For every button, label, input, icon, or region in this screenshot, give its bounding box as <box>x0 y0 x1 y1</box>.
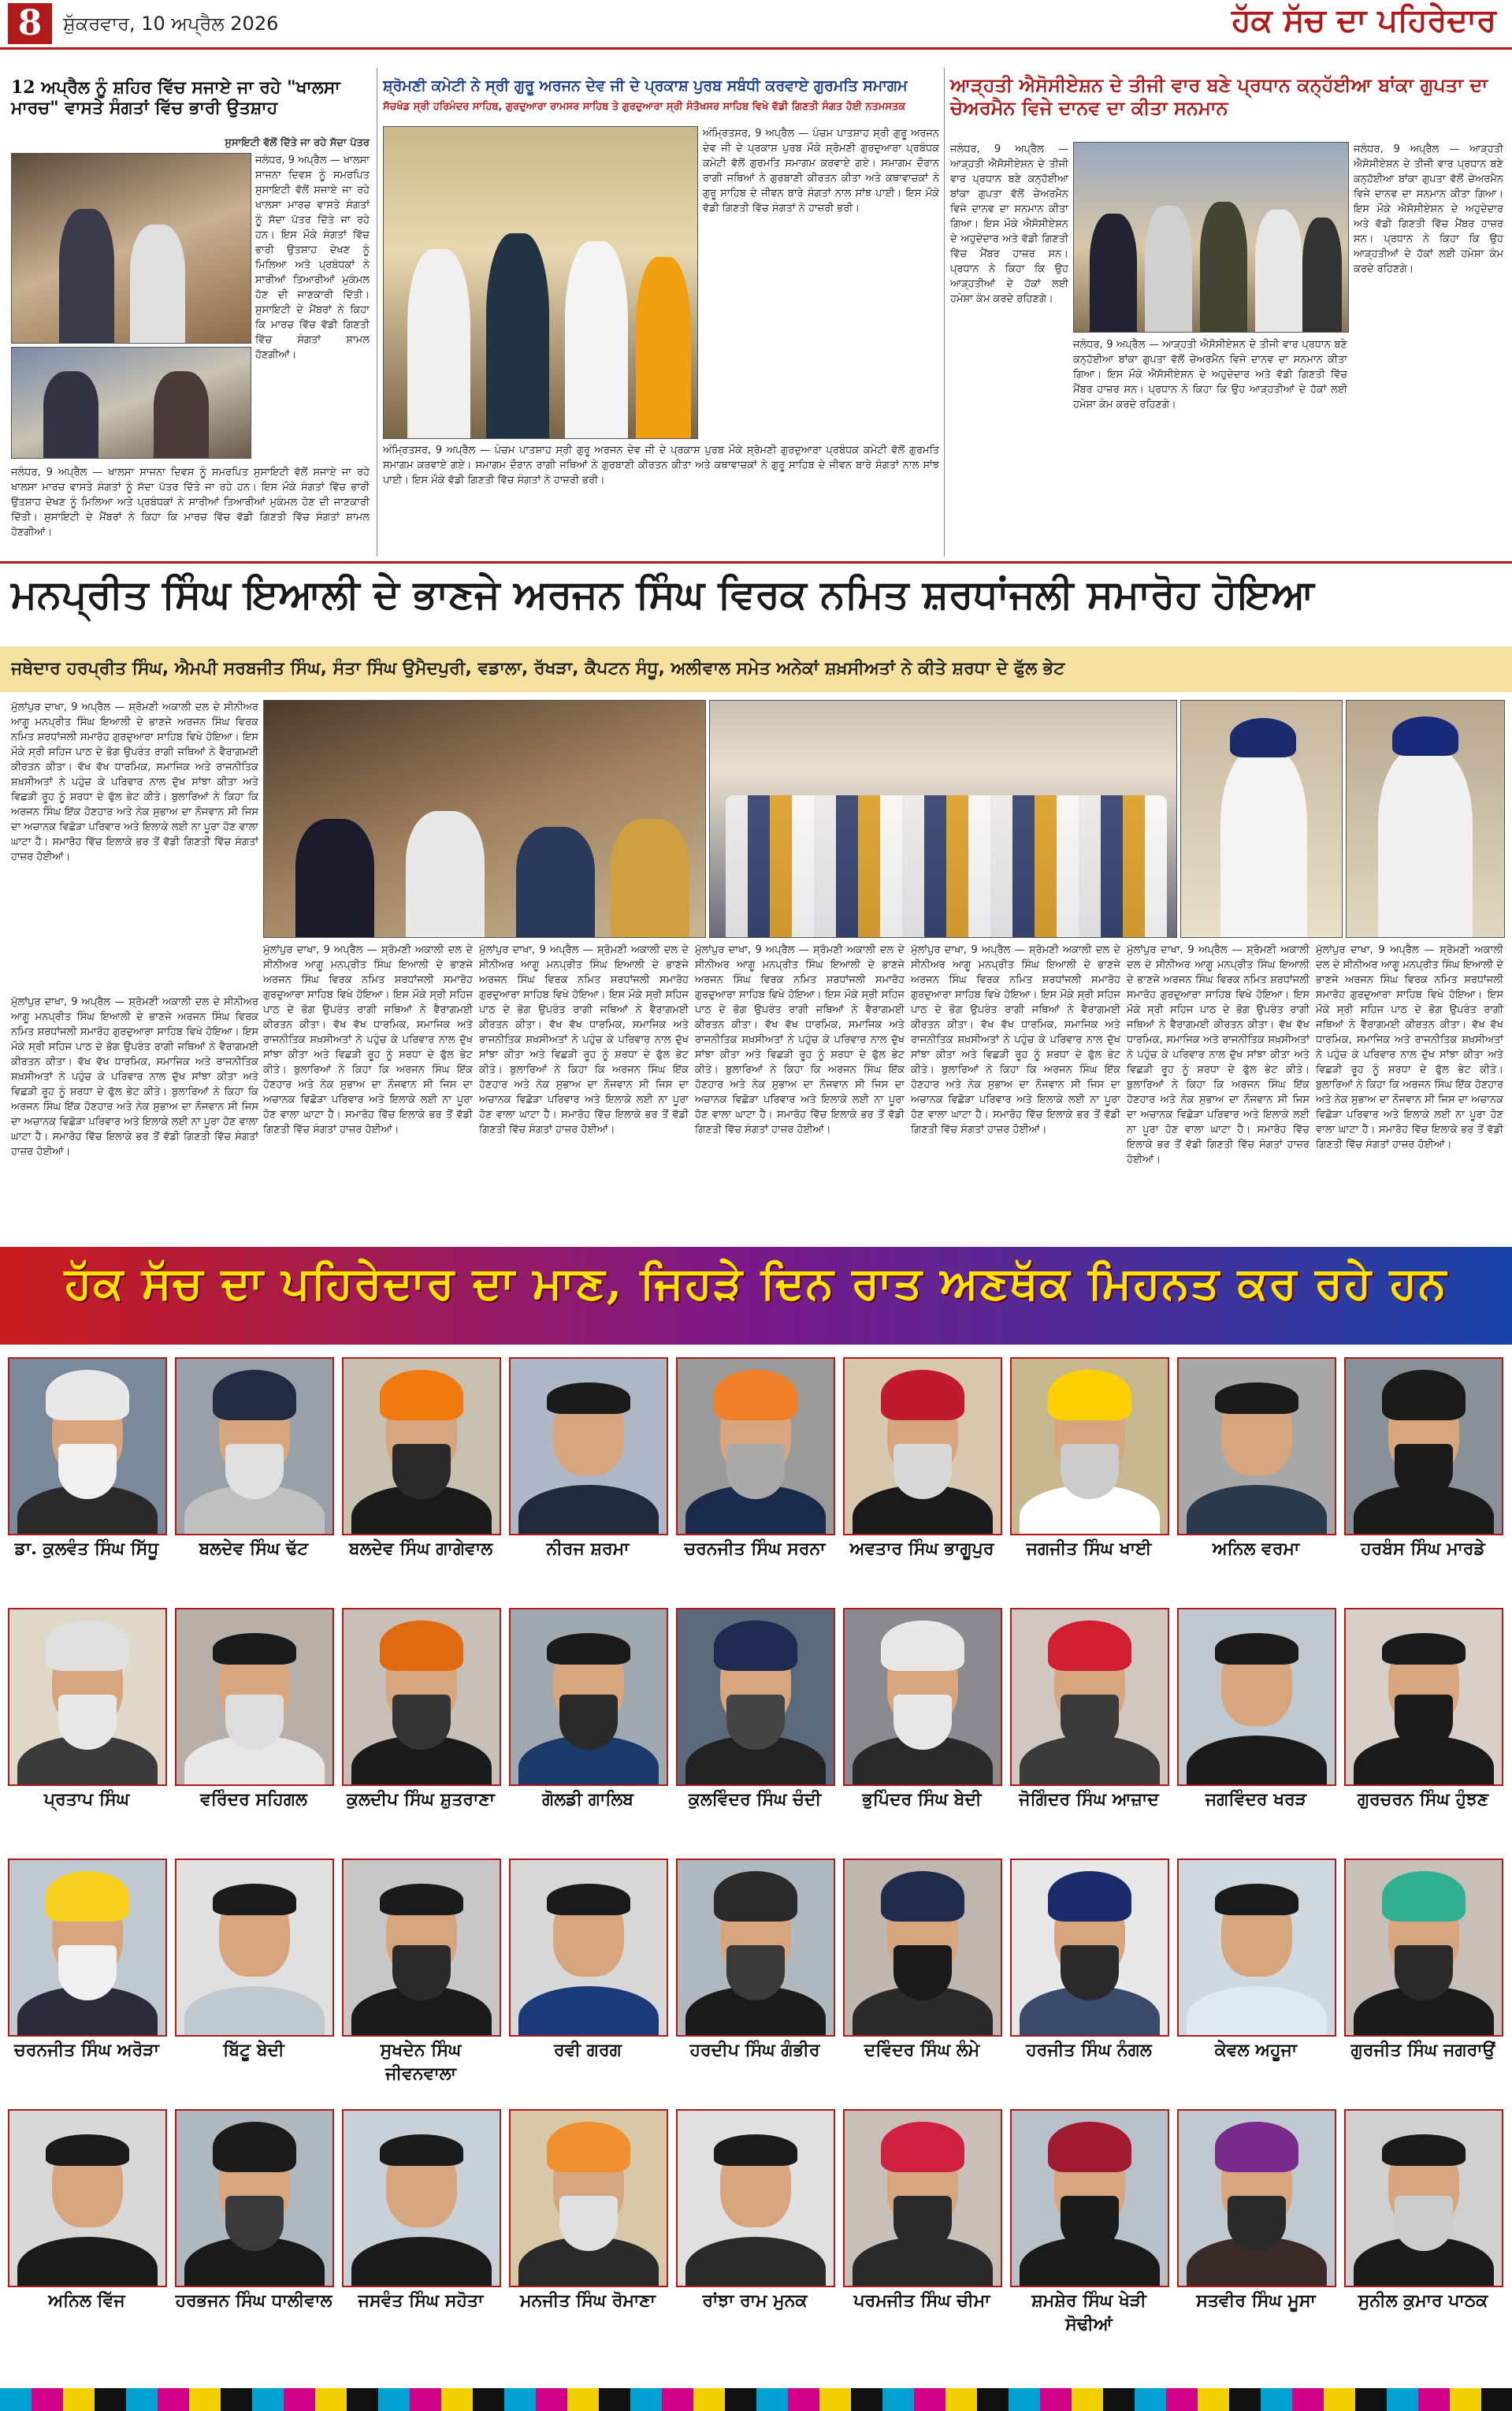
profile-card <box>1344 1858 1502 2103</box>
profile-photo <box>843 1357 1002 1535</box>
profile-photo <box>8 2109 167 2287</box>
profile-card <box>1344 1608 1502 1852</box>
profile-card <box>1177 1357 1335 1602</box>
profile-card <box>843 2109 1001 2353</box>
profile-name: ਭੁਪਿੰਦਰ ਸਿੰਘ ਬੇਦੀ <box>862 1789 982 1810</box>
profile-photo <box>1010 1357 1169 1535</box>
profile-photo <box>342 1357 501 1535</box>
article1-body-col: ਜਲੰਧਰ, 9 ਅਪ੍ਰੈਲ — ਖਾਲਸਾ ਸਾਜਨਾ ਦਿਵਸ ਨੂੰ ਸਮਰਪਿਤ ਸੁਸਾਇਟੀ ਵੱਲੋਂ ਸਜਾਏ ਜਾ ਰਹੇ ਖਾਲਸਾ ਮਾਰਚ ਵਾਸਤੇ ਸੰਗਤਾਂ ਨੂੰ ਸੱਦਾ ਪੱਤਰ ਦਿੱਤੇ ਜਾ ਰਹੇ ਹਨ। ਇਸ ਮੌਕੇ ਸੰਗਤਾਂ ਵਿੱਚ ਭਾਰੀ ਉਤਸ਼ਾਹ ਦੇਖਣ ਨੂੰ ਮਿਲਿਆ ਅਤੇ ਪ੍ਰਬੰਧਕਾਂ ਨੇ ਸਾਰੀਆਂ ਤਿਆਰੀਆਂ ਮੁਕੰਮਲ ਹੋਣ ਦੀ ਜਾਣਕਾਰੀ ਦਿੱਤੀ। ਸੁਸਾਇਟੀ ਦੇ ਮੈਂਬਰਾਂ ਨੇ ਕਿਹਾ ਕਿ ਮਾਰਚ ਵਿੱਚ ਵੱਡੀ ਗਿਣਤੀ ਵਿੱਚ ਸੰਗਤਾਂ ਸ਼ਾਮਲ ਹੋਣਗੀਆਂ। <box>255 154 370 361</box>
profile-card <box>676 1357 834 1602</box>
profile-photo <box>342 2109 501 2287</box>
profile-name: ਕੁਲਵਿੰਦਰ ਸਿੰਘ ਚੰਦੀ <box>688 1789 822 1810</box>
profile-name: ਗੁਰਜੀਤ ਸਿੰਘ ਜਗਰਾਉਂ <box>1350 2040 1495 2060</box>
article4-body-col5: ਮੁੱਲਾਂਪੁਰ ਦਾਖਾ, 9 ਅਪ੍ਰੈਲ — ਸ਼੍ਰੋਮਣੀ ਅਕਾਲੀ ਦਲ ਦੇ ਸੀਨੀਅਰ ਆਗੂ ਮਨਪ੍ਰੀਤ ਸਿੰਘ ਇਆਲੀ ਦੇ ਭਾਣਜੇ ਅਰਜਨ ਸਿੰਘ ਵਿਰਕ ਨਮਿਤ ਸ਼ਰਧਾਂਜਲੀ ਸਮਾਰੋਹ ਗੁਰਦੁਆਰਾ ਸਾਹਿਬ ਵਿਖੇ ਹੋਇਆ। ਇਸ ਮੌਕੇ ਸ੍ਰੀ ਸਹਿਜ ਪਾਠ ਦੇ ਭੋਗ ਉਪਰੰਤ ਰਾਗੀ ਜਥਿਆਂ ਨੇ ਵੈਰਾਗਮਈ ਕੀਰਤਨ ਕੀਤਾ। ਵੱਖ ਵੱਖ ਧਾਰਮਿਕ, ਸਮਾਜਿਕ ਅਤੇ ਰਾਜਨੀਤਿਕ ਸ਼ਖ਼ਸੀਅਤਾਂ ਨੇ ਪਹੁੰਚ ਕੇ ਪਰਿਵਾਰ ਨਾਲ ਦੁੱਖ ਸਾਂਝਾ ਕੀਤਾ ਅਤੇ ਵਿਛੜੀ ਰੂਹ ਨੂੰ ਸ਼ਰਧਾ ਦੇ ਫੁੱਲ ਭੇਟ ਕੀਤੇ। ਬੁਲਾਰਿਆਂ ਨੇ ਕਿਹਾ ਕਿ ਅਰਜਨ ਸਿੰਘ ਇੱਕ ਹੋਣਹਾਰ ਅਤੇ ਨੇਕ ਸੁਭਾਅ ਦਾ ਨੌਜਵਾਨ ਸੀ ਜਿਸ ਦਾ ਅਚਾਨਕ ਵਿਛੋੜਾ ਪਰਿਵਾਰ ਅਤੇ ਇਲਾਕੇ ਲਈ ਨਾ ਪੂਰਾ ਹੋਣ ਵਾਲਾ ਘਾਟਾ ਹੈ। ਸਮਾਰੋਹ ਵਿੱਚ ਇਲਾਕੇ ਭਰ ਤੋਂ ਵੱਡੀ ਗਿਣਤੀ ਵਿੱਚ ਸੰਗਤਾਂ ਹਾਜ਼ਰ ਹੋਈਆਂ। <box>911 944 1120 1136</box>
profile-photo <box>175 2109 334 2287</box>
profile-card <box>342 1608 500 1852</box>
article2-subhead: ਸੱਚਖੰਡ ਸ੍ਰੀ ਹਰਿਮੰਦਰ ਸਾਹਿਬ, ਗੁਰਦੁਆਰਾ ਰਾਮਸਰ ਸਾਹਿਬ ਤੇ ਗੁਰਦੁਆਰਾ ਸ੍ਰੀ ਸੰਤੋਖਸਰ ਸਾਹਿਬ ਵਿਖੇ ਵੱਡੀ ਗਿਣਤੀ ਸੰਗਤ ਹੋਈ ਨਤਮਸਤਕ <box>383 101 906 113</box>
profile-name: ਹਰਦੀਪ ਸਿੰਘ ਗੰਭੀਰ <box>689 2040 820 2060</box>
article2-photo <box>383 126 698 439</box>
profile-card <box>1010 1357 1168 1602</box>
profile-name: ਜਗਵਿੰਦਰ ਖਰੜ <box>1205 1789 1307 1810</box>
profile-photo <box>676 1357 835 1535</box>
profile-photo <box>509 1357 668 1535</box>
profile-card <box>1177 1858 1335 2103</box>
article1-headline: 12 ਅਪ੍ਰੈਲ ਨੂੰ ਸ਼ਹਿਰ ਵਿੱਚ ਸਜਾਏ ਜਾ ਰਹੇ "ਖਾਲਸਾ ਮਾਰਚ" ਵਾਸਤੇ ਸੰਗਤਾਂ ਵਿੱਚ ਭਾਰੀ ਉਤਸ਼ਾਹ <box>11 77 340 119</box>
profile-photo <box>1177 2109 1336 2287</box>
article1-subhead: ਸੁਸਾਇਟੀ ਵੱਲੋਂ ਦਿੱਤੇ ਜਾ ਰਹੇ ਸੱਦਾ ਪੱਤਰ <box>225 137 370 149</box>
profile-photo <box>676 2109 835 2287</box>
profile-name: ਸੁਖਦੇਨ ਸਿੰਘ ਜੀਵਨਵਾਲਾ <box>380 2040 462 2084</box>
article1-body-bottom: ਜਲੰਧਰ, 9 ਅਪ੍ਰੈਲ — ਖਾਲਸਾ ਸਾਜਨਾ ਦਿਵਸ ਨੂੰ ਸਮਰਪਿਤ ਸੁਸਾਇਟੀ ਵੱਲੋਂ ਸਜਾਏ ਜਾ ਰਹੇ ਖਾਲਸਾ ਮਾਰਚ ਵਾਸਤੇ ਸੰਗਤਾਂ ਨੂੰ ਸੱਦਾ ਪੱਤਰ ਦਿੱਤੇ ਜਾ ਰਹੇ ਹਨ। ਇਸ ਮੌਕੇ ਸੰਗਤਾਂ ਵਿੱਚ ਭਾਰੀ ਉਤਸ਼ਾਹ ਦੇਖਣ ਨੂੰ ਮਿਲਿਆ ਅਤੇ ਪ੍ਰਬੰਧਕਾਂ ਨੇ ਸਾਰੀਆਂ ਤਿਆਰੀਆਂ ਮੁਕੰਮਲ ਹੋਣ ਦੀ ਜਾਣਕਾਰੀ ਦਿੱਤੀ। ਸੁਸਾਇਟੀ ਦੇ ਮੈਂਬਰਾਂ ਨੇ ਕਿਹਾ ਕਿ ਮਾਰਚ ਵਿੱਚ ਵੱਡੀ ਗਿਣਤੀ ਵਿੱਚ ਸੰਗਤਾਂ ਸ਼ਾਮਲ ਹੋਣਗੀਆਂ। <box>11 467 370 538</box>
profile-photo <box>1177 1608 1336 1786</box>
column-divider <box>944 68 945 556</box>
profile-photo <box>676 1608 835 1786</box>
profile-name: ਜੋਗਿੰਦਰ ਸਿੰਘ ਆਜ਼ਾਦ <box>1019 1789 1159 1810</box>
profile-card <box>342 2109 500 2353</box>
profile-name: ਹਰਜੀਤ ਸਿੰਘ ਨੰਗਲ <box>1026 2040 1152 2060</box>
article1-photo-1 <box>11 153 251 344</box>
profile-name: ਰਾਂਝਾ ਰਾਮ ਮੁਨਕ <box>702 2290 808 2311</box>
newspaper-masthead: ਹੱਕ ਸੱਚ ਦਾ ਪਹਿਰੇਦਾਰ <box>1232 2 1496 39</box>
article4-body-col4: ਮੁੱਲਾਂਪੁਰ ਦਾਖਾ, 9 ਅਪ੍ਰੈਲ — ਸ਼੍ਰੋਮਣੀ ਅਕਾਲੀ ਦਲ ਦੇ ਸੀਨੀਅਰ ਆਗੂ ਮਨਪ੍ਰੀਤ ਸਿੰਘ ਇਆਲੀ ਦੇ ਭਾਣਜੇ ਅਰਜਨ ਸਿੰਘ ਵਿਰਕ ਨਮਿਤ ਸ਼ਰਧਾਂਜਲੀ ਸਮਾਰੋਹ ਗੁਰਦੁਆਰਾ ਸਾਹਿਬ ਵਿਖੇ ਹੋਇਆ। ਇਸ ਮੌਕੇ ਸ੍ਰੀ ਸਹਿਜ ਪਾਠ ਦੇ ਭੋਗ ਉਪਰੰਤ ਰਾਗੀ ਜਥਿਆਂ ਨੇ ਵੈਰਾਗਮਈ ਕੀਰਤਨ ਕੀਤਾ। ਵੱਖ ਵੱਖ ਧਾਰਮਿਕ, ਸਮਾਜਿਕ ਅਤੇ ਰਾਜਨੀਤਿਕ ਸ਼ਖ਼ਸੀਅਤਾਂ ਨੇ ਪਹੁੰਚ ਕੇ ਪਰਿਵਾਰ ਨਾਲ ਦੁੱਖ ਸਾਂਝਾ ਕੀਤਾ ਅਤੇ ਵਿਛੜੀ ਰੂਹ ਨੂੰ ਸ਼ਰਧਾ ਦੇ ਫੁੱਲ ਭੇਟ ਕੀਤੇ। ਬੁਲਾਰਿਆਂ ਨੇ ਕਿਹਾ ਕਿ ਅਰਜਨ ਸਿੰਘ ਇੱਕ ਹੋਣਹਾਰ ਅਤੇ ਨੇਕ ਸੁਭਾਅ ਦਾ ਨੌਜਵਾਨ ਸੀ ਜਿਸ ਦਾ ਅਚਾਨਕ ਵਿਛੋੜਾ ਪਰਿਵਾਰ ਅਤੇ ਇਲਾਕੇ ਲਈ ਨਾ ਪੂਰਾ ਹੋਣ ਵਾਲਾ ਘਾਟਾ ਹੈ। ਸਮਾਰੋਹ ਵਿੱਚ ਇਲਾਕੇ ਭਰ ਤੋਂ ਵੱਡੀ ਗਿਣਤੀ ਵਿੱਚ ਸੰਗਤਾਂ ਹਾਜ਼ਰ ਹੋਈਆਂ। <box>695 944 905 1136</box>
profile-photo <box>509 1608 668 1786</box>
profile-name: ਜਸਵੰਤ ਸਿੰਘ ਸਹੋਤਾ <box>358 2290 484 2311</box>
article3-body-left: ਜਲੰਧਰ, 9 ਅਪ੍ਰੈਲ — ਆੜ੍ਹਤੀ ਐਸੋਸੀਏਸ਼ਨ ਦੇ ਤੀਜੀ ਵਾਰ ਪ੍ਰਧਾਨ ਬਣੇ ਕਨ੍ਹੱਈਆ ਬਾਂਕਾ ਗੁਪਤਾ ਵੱਲੋਂ ਚੇਅਰਮੈਨ ਵਿਜੇ ਦਾਨਵ ਦਾ ਸਨਮਾਨ ਕੀਤਾ ਗਿਆ। ਇਸ ਮੌਕੇ ਐਸੋਸੀਏਸ਼ਨ ਦੇ ਅਹੁਦੇਦਾਰ ਅਤੇ ਵੱਡੀ ਗਿਣਤੀ ਵਿੱਚ ਮੈਂਬਰ ਹਾਜ਼ਰ ਸਨ। ਪ੍ਰਧਾਨ ਨੇ ਕਿਹਾ ਕਿ ਉਹ ਆੜ੍ਹਤੀਆਂ ਦੇ ਹੱਕਾਂ ਲਈ ਹਮੇਸ਼ਾ ਕੰਮ ਕਰਦੇ ਰਹਿਣਗੇ। <box>950 143 1068 305</box>
profile-photo <box>1344 1858 1503 2037</box>
article4-subhead: ਜਥੇਦਾਰ ਹਰਪ੍ਰੀਤ ਸਿੰਘ, ਐਮਪੀ ਸਰਬਜੀਤ ਸਿੰਘ, ਸੰਤਾ ਸਿੰਘ ਉਮੈਦਪੁਰੀ, ਵਡਾਲਾ, ਰੱਖੜਾ, ਕੈਪਟਨ ਸੰਧੂ, ਅਲੀਵਾਲ ਸਮੇਤ ਅਨੇਕਾਂ ਸ਼ਖ਼ਸੀਅਤਾਂ ਨੇ ਕੀਤੇ ਸ਼ਰਧਾ ਦੇ ਫੁੱਲ ਭੇਟ <box>11 659 1065 679</box>
profile-card <box>843 1608 1001 1852</box>
profile-card <box>175 1608 332 1852</box>
profile-name: ਜਗਜੀਤ ਸਿੰਘ ਖਾਈ <box>1026 1539 1152 1559</box>
profile-photo <box>175 1858 334 2037</box>
profile-photo <box>342 1858 501 2037</box>
profile-photo <box>342 1608 501 1786</box>
profile-photo <box>676 1858 835 2037</box>
profile-photo <box>1177 1858 1336 2037</box>
profile-photo <box>1177 1357 1336 1535</box>
profile-card <box>175 1357 332 1602</box>
profile-name: ਪ੍ਰਤਾਪ ਸਿੰਘ <box>43 1789 130 1810</box>
profile-card <box>8 1858 165 2103</box>
article4-body-col7: ਮੁੱਲਾਂਪੁਰ ਦਾਖਾ, 9 ਅਪ੍ਰੈਲ — ਸ਼੍ਰੋਮਣੀ ਅਕਾਲੀ ਦਲ ਦੇ ਸੀਨੀਅਰ ਆਗੂ ਮਨਪ੍ਰੀਤ ਸਿੰਘ ਇਆਲੀ ਦੇ ਭਾਣਜੇ ਅਰਜਨ ਸਿੰਘ ਵਿਰਕ ਨਮਿਤ ਸ਼ਰਧਾਂਜਲੀ ਸਮਾਰੋਹ ਗੁਰਦੁਆਰਾ ਸਾਹਿਬ ਵਿਖੇ ਹੋਇਆ। ਇਸ ਮੌਕੇ ਸ੍ਰੀ ਸਹਿਜ ਪਾਠ ਦੇ ਭੋਗ ਉਪਰੰਤ ਰਾਗੀ ਜਥਿਆਂ ਨੇ ਵੈਰਾਗਮਈ ਕੀਰਤਨ ਕੀਤਾ। ਵੱਖ ਵੱਖ ਧਾਰਮਿਕ, ਸਮਾਜਿਕ ਅਤੇ ਰਾਜਨੀਤਿਕ ਸ਼ਖ਼ਸੀਅਤਾਂ ਨੇ ਪਹੁੰਚ ਕੇ ਪਰਿਵਾਰ ਨਾਲ ਦੁੱਖ ਸਾਂਝਾ ਕੀਤਾ ਅਤੇ ਵਿਛੜੀ ਰੂਹ ਨੂੰ ਸ਼ਰਧਾ ਦੇ ਫੁੱਲ ਭੇਟ ਕੀਤੇ। ਬੁਲਾਰਿਆਂ ਨੇ ਕਿਹਾ ਕਿ ਅਰਜਨ ਸਿੰਘ ਇੱਕ ਹੋਣਹਾਰ ਅਤੇ ਨੇਕ ਸੁਭਾਅ ਦਾ ਨੌਜਵਾਨ ਸੀ ਜਿਸ ਦਾ ਅਚਾਨਕ ਵਿਛੋੜਾ ਪਰਿਵਾਰ ਅਤੇ ਇਲਾਕੇ ਲਈ ਨਾ ਪੂਰਾ ਹੋਣ ਵਾਲਾ ਘਾਟਾ ਹੈ। ਸਮਾਰੋਹ ਵਿੱਚ ਇਲਾਕੇ ਭਰ ਤੋਂ ਵੱਡੀ ਗਿਣਤੀ ਵਿੱਚ ਸੰਗਤਾਂ ਹਾਜ਼ਰ ਹੋਈਆਂ। <box>1316 944 1503 1151</box>
article4-body-col2: ਮੁੱਲਾਂਪੁਰ ਦਾਖਾ, 9 ਅਪ੍ਰੈਲ — ਸ਼੍ਰੋਮਣੀ ਅਕਾਲੀ ਦਲ ਦੇ ਸੀਨੀਅਰ ਆਗੂ ਮਨਪ੍ਰੀਤ ਸਿੰਘ ਇਆਲੀ ਦੇ ਭਾਣਜੇ ਅਰਜਨ ਸਿੰਘ ਵਿਰਕ ਨਮਿਤ ਸ਼ਰਧਾਂਜਲੀ ਸਮਾਰੋਹ ਗੁਰਦੁਆਰਾ ਸਾਹਿਬ ਵਿਖੇ ਹੋਇਆ। ਇਸ ਮੌਕੇ ਸ੍ਰੀ ਸਹਿਜ ਪਾਠ ਦੇ ਭੋਗ ਉਪਰੰਤ ਰਾਗੀ ਜਥਿਆਂ ਨੇ ਵੈਰਾਗਮਈ ਕੀਰਤਨ ਕੀਤਾ। ਵੱਖ ਵੱਖ ਧਾਰਮਿਕ, ਸਮਾਜਿਕ ਅਤੇ ਰਾਜਨੀਤਿਕ ਸ਼ਖ਼ਸੀਅਤਾਂ ਨੇ ਪਹੁੰਚ ਕੇ ਪਰਿਵਾਰ ਨਾਲ ਦੁੱਖ ਸਾਂਝਾ ਕੀਤਾ ਅਤੇ ਵਿਛੜੀ ਰੂਹ ਨੂੰ ਸ਼ਰਧਾ ਦੇ ਫੁੱਲ ਭੇਟ ਕੀਤੇ। ਬੁਲਾਰਿਆਂ ਨੇ ਕਿਹਾ ਕਿ ਅਰਜਨ ਸਿੰਘ ਇੱਕ ਹੋਣਹਾਰ ਅਤੇ ਨੇਕ ਸੁਭਾਅ ਦਾ ਨੌਜਵਾਨ ਸੀ ਜਿਸ ਦਾ ਅਚਾਨਕ ਵਿਛੋੜਾ ਪਰਿਵਾਰ ਅਤੇ ਇਲਾਕੇ ਲਈ ਨਾ ਪੂਰਾ ਹੋਣ ਵਾਲਾ ਘਾਟਾ ਹੈ। ਸਮਾਰੋਹ ਵਿੱਚ ਇਲਾਕੇ ਭਰ ਤੋਂ ਵੱਡੀ ਗਿਣਤੀ ਵਿੱਚ ਸੰਗਤਾਂ ਹਾਜ਼ਰ ਹੋਈਆਂ। <box>263 944 473 1136</box>
article4-headline: ਮਨਪ੍ਰੀਤ ਸਿੰਘ ਇਆਲੀ ਦੇ ਭਾਣਜੇ ਅਰਜਨ ਸਿੰਘ ਵਿਰਕ ਨਮਿਤ ਸ਼ਰਧਾਂਜਲੀ ਸਮਾਰੋਹ ਹੋਇਆ <box>11 571 1314 617</box>
article4-photo-congregation <box>709 700 1177 938</box>
profile-card <box>175 1858 332 2103</box>
profile-card <box>1177 1608 1335 1852</box>
profile-photo <box>1010 1858 1169 2037</box>
profile-photo <box>1344 1357 1503 1535</box>
profile-photo <box>175 1608 334 1786</box>
article1-photo-2 <box>11 347 251 459</box>
article2-body-right: ਅੰਮ੍ਰਿਤਸਰ, 9 ਅਪ੍ਰੈਲ — ਪੰਚਮ ਪਾਤਸ਼ਾਹ ਸ੍ਰੀ ਗੁਰੂ ਅਰਜਨ ਦੇਵ ਜੀ ਦੇ ਪ੍ਰਕਾਸ਼ ਪੁਰਬ ਮੌਕੇ ਸ਼੍ਰੋਮਣੀ ਗੁਰਦੁਆਰਾ ਪ੍ਰਬੰਧਕ ਕਮੇਟੀ ਵੱਲੋਂ ਗੁਰਮਤਿ ਸਮਾਗਮ ਕਰਵਾਏ ਗਏ। ਸਮਾਗਮ ਦੌਰਾਨ ਰਾਗੀ ਜਥਿਆਂ ਨੇ ਗੁਰਬਾਣੀ ਕੀਰਤਨ ਕੀਤਾ ਅਤੇ ਕਥਾਵਾਚਕਾਂ ਨੇ ਗੁਰੂ ਸਾਹਿਬ ਦੇ ਜੀਵਨ ਬਾਰੇ ਸੰਗਤਾਂ ਨਾਲ ਸਾਂਝ ਪਾਈ। ਇਸ ਮੌਕੇ ਵੱਡੀ ਗਿਣਤੀ ਵਿੱਚ ਸੰਗਤਾਂ ਨੇ ਹਾਜ਼ਰੀ ਭਰੀ। <box>703 128 939 214</box>
profile-photo <box>1344 2109 1503 2287</box>
profile-card <box>342 1858 500 2103</box>
color-registration-bar <box>0 2388 1512 2411</box>
profile-card <box>843 1858 1001 2103</box>
article3-body-mid: ਜਲੰਧਰ, 9 ਅਪ੍ਰੈਲ — ਆੜ੍ਹਤੀ ਐਸੋਸੀਏਸ਼ਨ ਦੇ ਤੀਜੀ ਵਾਰ ਪ੍ਰਧਾਨ ਬਣੇ ਕਨ੍ਹੱਈਆ ਬਾਂਕਾ ਗੁਪਤਾ ਵੱਲੋਂ ਚੇਅਰਮੈਨ ਵਿਜੇ ਦਾਨਵ ਦਾ ਸਨਮਾਨ ਕੀਤਾ ਗਿਆ। ਇਸ ਮੌਕੇ ਐਸੋਸੀਏਸ਼ਨ ਦੇ ਅਹੁਦੇਦਾਰ ਅਤੇ ਵੱਡੀ ਗਿਣਤੀ ਵਿੱਚ ਮੈਂਬਰ ਹਾਜ਼ਰ ਸਨ। ਪ੍ਰਧਾਨ ਨੇ ਕਿਹਾ ਕਿ ਉਹ ਆੜ੍ਹਤੀਆਂ ਦੇ ਹੱਕਾਂ ਲਈ ਹਮੇਸ਼ਾ ਕੰਮ ਕਰਦੇ ਰਹਿਣਗੇ। <box>1073 339 1347 411</box>
profile-name: ਗੋਲਡੀ ਗਾਲਿਬ <box>541 1789 634 1810</box>
profile-card <box>509 1357 667 1602</box>
article2-headline: ਸ਼੍ਰੋਮਣੀ ਕਮੇਟੀ ਨੇ ਸ੍ਰੀ ਗੁਰੂ ਅਰਜਨ ਦੇਵ ਜੀ ਦੇ ਪ੍ਰਕਾਸ਼ ਪੁਰਬ ਸਬੰਧੀ ਕਰਵਾਏ ਗੁਰਮਤਿ ਸਮਾਗਮ <box>383 77 908 95</box>
profile-name: ਕੇਵਲ ਅਹੂਜਾ <box>1214 2040 1298 2060</box>
profile-name: ਡਾ. ਕੁਲਵੰਤ ਸਿੰਘ ਸਿੱਧੂ <box>14 1539 159 1559</box>
article4-photo-kirtan <box>263 700 706 938</box>
profile-name: ਸਤਵੀਰ ਸਿੰਘ ਮੂਸਾ <box>1196 2290 1316 2311</box>
profile-card <box>1344 2109 1502 2353</box>
profile-card <box>1344 1357 1502 1602</box>
profile-name: ਸ਼ਮਸ਼ੇਰ ਸਿੰਘ ਖੇੜੀ ਸੋਢੀਆਂ <box>1031 2290 1146 2335</box>
section-divider <box>0 561 1512 564</box>
profile-card <box>676 2109 834 2353</box>
profile-card <box>1177 2109 1335 2353</box>
profile-card <box>843 1357 1001 1602</box>
profile-name: ਮਨਜੀਤ ਸਿੰਘ ਰੋਮਾਣਾ <box>520 2290 656 2311</box>
profile-name: ਚਰਨਜੀਤ ਸਿੰਘ ਸਰਨਾ <box>684 1539 826 1559</box>
profile-card <box>175 2109 332 2353</box>
profile-photo <box>1344 1608 1503 1786</box>
article4-photo-speaker-1 <box>1180 700 1343 938</box>
profile-name: ਵਰਿੰਦਰ ਸਹਿਗਲ <box>200 1789 307 1810</box>
profile-photo <box>843 2109 1002 2287</box>
profile-photo <box>175 1357 334 1535</box>
profile-photo <box>8 1608 167 1786</box>
profile-name: ਚਰਨਜੀਤ ਸਿੰਘ ਅਰੋੜਾ <box>14 2040 159 2060</box>
article2-body-bottom: ਅੰਮ੍ਰਿਤਸਰ, 9 ਅਪ੍ਰੈਲ — ਪੰਚਮ ਪਾਤਸ਼ਾਹ ਸ੍ਰੀ ਗੁਰੂ ਅਰਜਨ ਦੇਵ ਜੀ ਦੇ ਪ੍ਰਕਾਸ਼ ਪੁਰਬ ਮੌਕੇ ਸ਼੍ਰੋਮਣੀ ਗੁਰਦੁਆਰਾ ਪ੍ਰਬੰਧਕ ਕਮੇਟੀ ਵੱਲੋਂ ਗੁਰਮਤਿ ਸਮਾਗਮ ਕਰਵਾਏ ਗਏ। ਸਮਾਗਮ ਦੌਰਾਨ ਰਾਗੀ ਜਥਿਆਂ ਨੇ ਗੁਰਬਾਣੀ ਕੀਰਤਨ ਕੀਤਾ ਅਤੇ ਕਥਾਵਾਚਕਾਂ ਨੇ ਗੁਰੂ ਸਾਹਿਬ ਦੇ ਜੀਵਨ ਬਾਰੇ ਸੰਗਤਾਂ ਨਾਲ ਸਾਂਝ ਪਾਈ। ਇਸ ਮੌਕੇ ਵੱਡੀ ਗਿਣਤੀ ਵਿੱਚ ਸੰਗਤਾਂ ਨੇ ਹਾਜ਼ਰੀ ਭਰੀ। <box>383 445 939 486</box>
profile-card <box>1010 1858 1168 2103</box>
profile-photo <box>843 1858 1002 2037</box>
profile-card <box>676 1608 834 1852</box>
profile-name: ਬਿੱਟੂ ਬੇਦੀ <box>223 2040 284 2060</box>
article3-photo <box>1073 142 1349 333</box>
profile-name: ਕੁਲਦੀਪ ਸਿੰਘ ਸ਼ੁਤਰਾਣਾ <box>347 1789 495 1810</box>
profile-name: ਰਵੀ ਗਰਗ <box>554 2040 622 2060</box>
article3-body-right: ਜਲੰਧਰ, 9 ਅਪ੍ਰੈਲ — ਆੜ੍ਹਤੀ ਐਸੋਸੀਏਸ਼ਨ ਦੇ ਤੀਜੀ ਵਾਰ ਪ੍ਰਧਾਨ ਬਣੇ ਕਨ੍ਹੱਈਆ ਬਾਂਕਾ ਗੁਪਤਾ ਵੱਲੋਂ ਚੇਅਰਮੈਨ ਵਿਜੇ ਦਾਨਵ ਦਾ ਸਨਮਾਨ ਕੀਤਾ ਗਿਆ। ਇਸ ਮੌਕੇ ਐਸੋਸੀਏਸ਼ਨ ਦੇ ਅਹੁਦੇਦਾਰ ਅਤੇ ਵੱਡੀ ਗਿਣਤੀ ਵਿੱਚ ਮੈਂਬਰ ਹਾਜ਼ਰ ਸਨ। ਪ੍ਰਧਾਨ ਨੇ ਕਿਹਾ ਕਿ ਉਹ ਆੜ੍ਹਤੀਆਂ ਦੇ ਹੱਕਾਂ ਲਈ ਹਮੇਸ਼ਾ ਕੰਮ ਕਰਦੇ ਰਹਿਣਗੇ। <box>1354 143 1503 275</box>
article4-body-col6: ਮੁੱਲਾਂਪੁਰ ਦਾਖਾ, 9 ਅਪ੍ਰੈਲ — ਸ਼੍ਰੋਮਣੀ ਅਕਾਲੀ ਦਲ ਦੇ ਸੀਨੀਅਰ ਆਗੂ ਮਨਪ੍ਰੀਤ ਸਿੰਘ ਇਆਲੀ ਦੇ ਭਾਣਜੇ ਅਰਜਨ ਸਿੰਘ ਵਿਰਕ ਨਮਿਤ ਸ਼ਰਧਾਂਜਲੀ ਸਮਾਰੋਹ ਗੁਰਦੁਆਰਾ ਸਾਹਿਬ ਵਿਖੇ ਹੋਇਆ। ਇਸ ਮੌਕੇ ਸ੍ਰੀ ਸਹਿਜ ਪਾਠ ਦੇ ਭੋਗ ਉਪਰੰਤ ਰਾਗੀ ਜਥਿਆਂ ਨੇ ਵੈਰਾਗਮਈ ਕੀਰਤਨ ਕੀਤਾ। ਵੱਖ ਵੱਖ ਧਾਰਮਿਕ, ਸਮਾਜਿਕ ਅਤੇ ਰਾਜਨੀਤਿਕ ਸ਼ਖ਼ਸੀਅਤਾਂ ਨੇ ਪਹੁੰਚ ਕੇ ਪਰਿਵਾਰ ਨਾਲ ਦੁੱਖ ਸਾਂਝਾ ਕੀਤਾ ਅਤੇ ਵਿਛੜੀ ਰੂਹ ਨੂੰ ਸ਼ਰਧਾ ਦੇ ਫੁੱਲ ਭੇਟ ਕੀਤੇ। ਬੁਲਾਰਿਆਂ ਨੇ ਕਿਹਾ ਕਿ ਅਰਜਨ ਸਿੰਘ ਇੱਕ ਹੋਣਹਾਰ ਅਤੇ ਨੇਕ ਸੁਭਾਅ ਦਾ ਨੌਜਵਾਨ ਸੀ ਜਿਸ ਦਾ ਅਚਾਨਕ ਵਿਛੋੜਾ ਪਰਿਵਾਰ ਅਤੇ ਇਲਾਕੇ ਲਈ ਨਾ ਪੂਰਾ ਹੋਣ ਵਾਲਾ ਘਾਟਾ ਹੈ। ਸਮਾਰੋਹ ਵਿੱਚ ਇਲਾਕੇ ਭਰ ਤੋਂ ਵੱਡੀ ਗਿਣਤੀ ਵਿੱਚ ਸੰਗਤਾਂ ਹਾਜ਼ਰ ਹੋਈਆਂ। <box>1127 944 1310 1166</box>
profile-name: ਨੀਰਜ ਸ਼ਰਮਾ <box>546 1539 630 1559</box>
profile-card <box>342 1357 500 1602</box>
profile-photo <box>509 1858 668 2037</box>
profile-name: ਹਰਭਜਨ ਸਿੰਘ ਧਾਲੀਵਾਲ <box>175 2290 332 2311</box>
article4-body-col3: ਮੁੱਲਾਂਪੁਰ ਦਾਖਾ, 9 ਅਪ੍ਰੈਲ — ਸ਼੍ਰੋਮਣੀ ਅਕਾਲੀ ਦਲ ਦੇ ਸੀਨੀਅਰ ਆਗੂ ਮਨਪ੍ਰੀਤ ਸਿੰਘ ਇਆਲੀ ਦੇ ਭਾਣਜੇ ਅਰਜਨ ਸਿੰਘ ਵਿਰਕ ਨਮਿਤ ਸ਼ਰਧਾਂਜਲੀ ਸਮਾਰੋਹ ਗੁਰਦੁਆਰਾ ਸਾਹਿਬ ਵਿਖੇ ਹੋਇਆ। ਇਸ ਮੌਕੇ ਸ੍ਰੀ ਸਹਿਜ ਪਾਠ ਦੇ ਭੋਗ ਉਪਰੰਤ ਰਾਗੀ ਜਥਿਆਂ ਨੇ ਵੈਰਾਗਮਈ ਕੀਰਤਨ ਕੀਤਾ। ਵੱਖ ਵੱਖ ਧਾਰਮਿਕ, ਸਮਾਜਿਕ ਅਤੇ ਰਾਜਨੀਤਿਕ ਸ਼ਖ਼ਸੀਅਤਾਂ ਨੇ ਪਹੁੰਚ ਕੇ ਪਰਿਵਾਰ ਨਾਲ ਦੁੱਖ ਸਾਂਝਾ ਕੀਤਾ ਅਤੇ ਵਿਛੜੀ ਰੂਹ ਨੂੰ ਸ਼ਰਧਾ ਦੇ ਫੁੱਲ ਭੇਟ ਕੀਤੇ। ਬੁਲਾਰਿਆਂ ਨੇ ਕਿਹਾ ਕਿ ਅਰਜਨ ਸਿੰਘ ਇੱਕ ਹੋਣਹਾਰ ਅਤੇ ਨੇਕ ਸੁਭਾਅ ਦਾ ਨੌਜਵਾਨ ਸੀ ਜਿਸ ਦਾ ਅਚਾਨਕ ਵਿਛੋੜਾ ਪਰਿਵਾਰ ਅਤੇ ਇਲਾਕੇ ਲਈ ਨਾ ਪੂਰਾ ਹੋਣ ਵਾਲਾ ਘਾਟਾ ਹੈ। ਸਮਾਰੋਹ ਵਿੱਚ ਇਲਾਕੇ ਭਰ ਤੋਂ ਵੱਡੀ ਗਿਣਤੀ ਵਿੱਚ ਸੰਗਤਾਂ ਹਾਜ਼ਰ ਹੋਈਆਂ। <box>479 944 689 1136</box>
article4-body-col1b: ਮੁੱਲਾਂਪੁਰ ਦਾਖਾ, 9 ਅਪ੍ਰੈਲ — ਸ਼੍ਰੋਮਣੀ ਅਕਾਲੀ ਦਲ ਦੇ ਸੀਨੀਅਰ ਆਗੂ ਮਨਪ੍ਰੀਤ ਸਿੰਘ ਇਆਲੀ ਦੇ ਭਾਣਜੇ ਅਰਜਨ ਸਿੰਘ ਵਿਰਕ ਨਮਿਤ ਸ਼ਰਧਾਂਜਲੀ ਸਮਾਰੋਹ ਗੁਰਦੁਆਰਾ ਸਾਹਿਬ ਵਿਖੇ ਹੋਇਆ। ਇਸ ਮੌਕੇ ਸ੍ਰੀ ਸਹਿਜ ਪਾਠ ਦੇ ਭੋਗ ਉਪਰੰਤ ਰਾਗੀ ਜਥਿਆਂ ਨੇ ਵੈਰਾਗਮਈ ਕੀਰਤਨ ਕੀਤਾ। ਵੱਖ ਵੱਖ ਧਾਰਮਿਕ, ਸਮਾਜਿਕ ਅਤੇ ਰਾਜਨੀਤਿਕ ਸ਼ਖ਼ਸੀਅਤਾਂ ਨੇ ਪਹੁੰਚ ਕੇ ਪਰਿਵਾਰ ਨਾਲ ਦੁੱਖ ਸਾਂਝਾ ਕੀਤਾ ਅਤੇ ਵਿਛੜੀ ਰੂਹ ਨੂੰ ਸ਼ਰਧਾ ਦੇ ਫੁੱਲ ਭੇਟ ਕੀਤੇ। ਬੁਲਾਰਿਆਂ ਨੇ ਕਿਹਾ ਕਿ ਅਰਜਨ ਸਿੰਘ ਇੱਕ ਹੋਣਹਾਰ ਅਤੇ ਨੇਕ ਸੁਭਾਅ ਦਾ ਨੌਜਵਾਨ ਸੀ ਜਿਸ ਦਾ ਅਚਾਨਕ ਵਿਛੋੜਾ ਪਰਿਵਾਰ ਅਤੇ ਇਲਾਕੇ ਲਈ ਨਾ ਪੂਰਾ ਹੋਣ ਵਾਲਾ ਘਾਟਾ ਹੈ। ਸਮਾਰੋਹ ਵਿੱਚ ਇਲਾਕੇ ਭਰ ਤੋਂ ਵੱਡੀ ਗਿਣਤੀ ਵਿੱਚ ਸੰਗਤਾਂ ਹਾਜ਼ਰ ਹੋਈਆਂ। <box>11 996 258 1158</box>
profile-card <box>509 1858 667 2103</box>
article4-body-lead: ਮੁੱਲਾਂਪੁਰ ਦਾਖਾ, 9 ਅਪ੍ਰੈਲ — ਸ਼੍ਰੋਮਣੀ ਅਕਾਲੀ ਦਲ ਦੇ ਸੀਨੀਅਰ ਆਗੂ ਮਨਪ੍ਰੀਤ ਸਿੰਘ ਇਆਲੀ ਦੇ ਭਾਣਜੇ ਅਰਜਨ ਸਿੰਘ ਵਿਰਕ ਨਮਿਤ ਸ਼ਰਧਾਂਜਲੀ ਸਮਾਰੋਹ ਗੁਰਦੁਆਰਾ ਸਾਹਿਬ ਵਿਖੇ ਹੋਇਆ। ਇਸ ਮੌਕੇ ਸ੍ਰੀ ਸਹਿਜ ਪਾਠ ਦੇ ਭੋਗ ਉਪਰੰਤ ਰਾਗੀ ਜਥਿਆਂ ਨੇ ਵੈਰਾਗਮਈ ਕੀਰਤਨ ਕੀਤਾ। ਵੱਖ ਵੱਖ ਧਾਰਮਿਕ, ਸਮਾਜਿਕ ਅਤੇ ਰਾਜਨੀਤਿਕ ਸ਼ਖ਼ਸੀਅਤਾਂ ਨੇ ਪਹੁੰਚ ਕੇ ਪਰਿਵਾਰ ਨਾਲ ਦੁੱਖ ਸਾਂਝਾ ਕੀਤਾ ਅਤੇ ਵਿਛੜੀ ਰੂਹ ਨੂੰ ਸ਼ਰਧਾ ਦੇ ਫੁੱਲ ਭੇਟ ਕੀਤੇ। ਬੁਲਾਰਿਆਂ ਨੇ ਕਿਹਾ ਕਿ ਅਰਜਨ ਸਿੰਘ ਇੱਕ ਹੋਣਹਾਰ ਅਤੇ ਨੇਕ ਸੁਭਾਅ ਦਾ ਨੌਜਵਾਨ ਸੀ ਜਿਸ ਦਾ ਅਚਾਨਕ ਵਿਛੋੜਾ ਪਰਿਵਾਰ ਅਤੇ ਇਲਾਕੇ ਲਈ ਨਾ ਪੂਰਾ ਹੋਣ ਵਾਲਾ ਘਾਟਾ ਹੈ। ਸਮਾਰੋਹ ਵਿੱਚ ਇਲਾਕੇ ਭਰ ਤੋਂ ਵੱਡੀ ਗਿਣਤੀ ਵਿੱਚ ਸੰਗਤਾਂ ਹਾਜ਼ਰ ਹੋਈਆਂ। <box>11 701 258 863</box>
profile-photo <box>8 1858 167 2037</box>
profile-name: ਅਵਤਾਰ ਸਿੰਘ ਭਾਗੂਪੁਰ <box>849 1539 994 1559</box>
article3-headline: ਆੜ੍ਹਤੀ ਐਸੋਸੀਏਸ਼ਨ ਦੇ ਤੀਜੀ ਵਾਰ ਬਣੇ ਪ੍ਰਧਾਨ ਕਨ੍ਹੱਈਆ ਬਾਂਕਾ ਗੁਪਤਾ ਦਾ ਚੇਅਰਮੈਨ ਵਿਜੇ ਦਾਨਵ ਦਾ ਕੀਤਾ ਸਨਮਾਨ <box>950 73 1488 119</box>
profile-name: ਬਲਦੇਵ ਸਿੰਘ ਢੱਟ <box>199 1539 309 1559</box>
profile-name: ਸੁਨੀਲ ਕੁਮਾਰ ਪਾਠਕ <box>1358 2290 1488 2311</box>
profile-card <box>8 1357 165 1602</box>
profile-card <box>509 2109 667 2353</box>
profile-name: ਬਲਦੇਵ ਸਿੰਘ ਗਾਗੇਵਾਲ <box>348 1539 493 1559</box>
profile-name: ਅਨਿਲ ਵਰਮਾ <box>1212 1539 1300 1559</box>
page-date: ਸ਼ੁੱਕਰਵਾਰ, 10 ਅਪ੍ਰੈਲ 2026 <box>63 13 279 35</box>
profile-name: ਹਰਬੰਸ ਸਿੰਘ ਮਾਰਡੇ <box>1361 1539 1485 1559</box>
page-number: 8 <box>8 3 52 44</box>
profile-card <box>676 1858 834 2103</box>
profile-photo <box>843 1608 1002 1786</box>
profile-name: ਦਵਿੰਦਰ ਸਿੰਘ ਲੰਮੇ <box>864 2040 980 2060</box>
profile-name: ਗੁਰਚਰਨ ਸਿੰਘ ਹੁੰਝਣ <box>1357 1789 1489 1810</box>
profile-photo <box>509 2109 668 2287</box>
profile-card <box>1010 2109 1168 2353</box>
profile-photo <box>1010 2109 1169 2287</box>
profile-name: ਪਰਮਜੀਤ ਸਿੰਘ ਚੀਮਾ <box>853 2290 990 2311</box>
profile-card <box>1010 1608 1168 1852</box>
profile-photo <box>1010 1608 1169 1786</box>
profile-card <box>8 2109 165 2353</box>
profile-card <box>8 1608 165 1852</box>
article4-photo-speaker-2 <box>1346 700 1505 938</box>
honor-banner-title: ਹੱਕ ਸੱਚ ਦਾ ਪਹਿਰੇਦਾਰ ਦਾ ਮਾਣ, ਜਿਹੜੇ ਦਿਨ ਰਾਤ ਅਣਥੱਕ ਮਿਹਨਤ ਕਰ ਰਹੇ ਹਨ <box>64 1257 1448 1309</box>
profile-photo <box>8 1357 167 1535</box>
profile-name: ਅਨਿਲ ਵਿੱਜ <box>48 2290 125 2311</box>
profile-card <box>509 1608 667 1852</box>
